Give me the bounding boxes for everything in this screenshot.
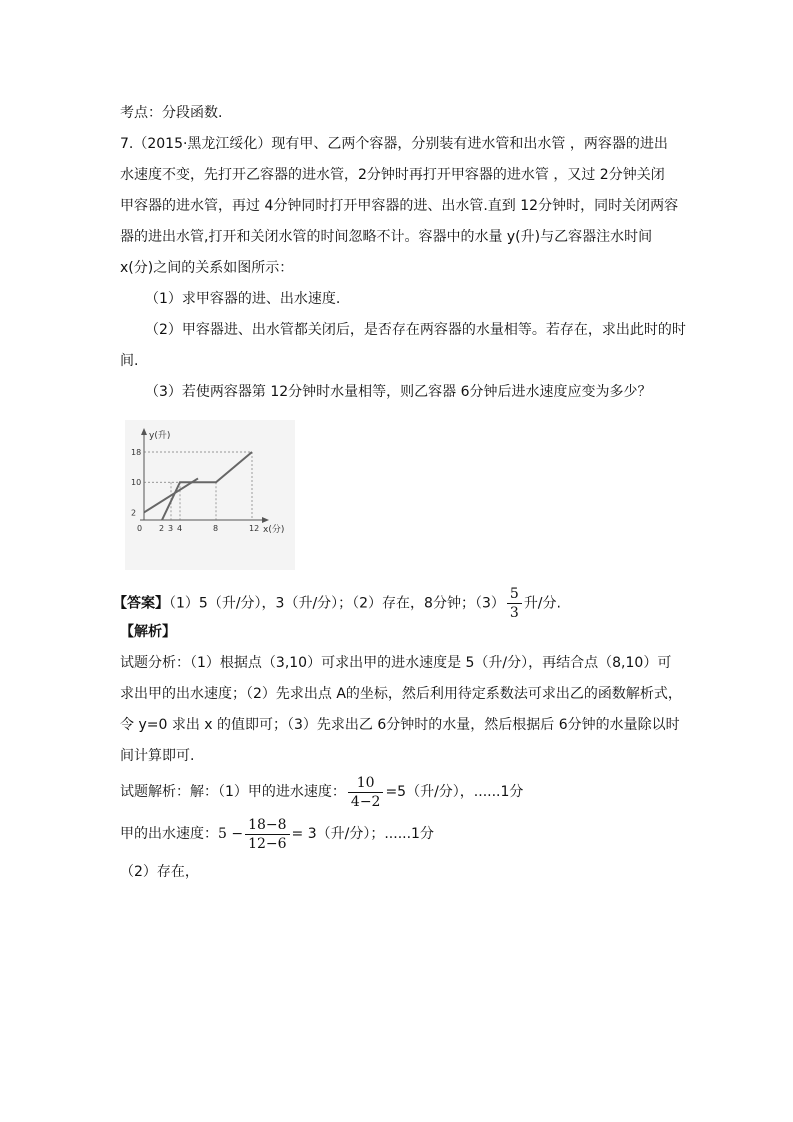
- problem-line-3: 甲容器的进水管，再过 4分钟同时打开甲容器的进、出水管.直到 12分钟时，同时关闭两容: [120, 198, 679, 214]
- solution-fraction-1: $\frac{10}{4-2}$: [348, 774, 384, 811]
- y-tick-label: 18: [131, 448, 142, 457]
- question-2: （2）甲容器进、出水管都关闭后，是否存在两容器的水量相等。若存在，求出此时的时: [145, 322, 686, 338]
- problem-line-1: 7.（2015·黑龙江绥化）现有甲、乙两个容器，分别装有进水管和出水管 ，两容器的进出: [120, 136, 668, 152]
- analysis-line-2: 求出甲的出水速度；（2）先求出点 A的坐标，然后利用待定系数法可求出乙的函数解析式，: [120, 686, 682, 702]
- x-tick-label: 4: [177, 524, 183, 533]
- solution-text: 试题解析：解：（1）甲的进水速度：: [120, 784, 346, 800]
- solution-result: =5（升/分），......1分: [385, 784, 524, 800]
- question-1: （1）求甲容器的进、出水速度.: [145, 291, 341, 307]
- solution-fraction-2: $\frac{18-8}{12-6}$: [245, 816, 289, 853]
- solution-line-1: [120, 772, 523, 812]
- problem-line-2: 水速度不变，先打开乙容器的进水管，2分钟时再打开甲容器的进水管 ，又过 2分钟关闭: [120, 167, 665, 183]
- answer-unit: 升/分.: [523, 595, 561, 612]
- x-tick-label: 12: [249, 524, 260, 533]
- analysis-line-4: 间计算即可.: [120, 748, 195, 764]
- answer-label: 【答案】: [113, 595, 169, 612]
- question-3: （3）若使两容器第 12分钟时水量相等，则乙容器 6分钟后进水速度应变为多少？: [145, 384, 652, 400]
- x-tick-label: 8: [213, 524, 219, 533]
- y-axis-label: y(升): [149, 431, 171, 441]
- x-tick-label: 0: [137, 524, 143, 533]
- x-axis-label: x(分): [263, 525, 285, 535]
- y-tick-label: 2: [131, 508, 137, 518]
- solution-line-2: [120, 814, 434, 854]
- analysis-line-3: 令 y=0 求出 x 的值即可；（3）先求出乙 6分钟时的水量，然后根据后 6分钟的水量除以时: [120, 717, 680, 733]
- problem-line-5: x(分)之间的关系如图所示：: [120, 260, 294, 276]
- x-tick-label: 2: [159, 524, 165, 533]
- solution-text: 甲的出水速度：: [120, 826, 218, 842]
- y-tick-label: 10: [131, 478, 142, 488]
- analysis-label: 【解析】: [120, 624, 176, 640]
- x-tick-label: 3: [168, 524, 174, 533]
- graph: [125, 420, 295, 570]
- analysis-line-1: 试题分析：（1）根据点（3,10）可求出甲的进水速度是 5（升/分），再结合点（8,10）可: [120, 655, 672, 671]
- answer-line: [113, 585, 561, 622]
- solution-lead: 5 −: [218, 826, 244, 842]
- answer-fraction: $\frac{5}{3}$: [507, 585, 522, 622]
- question-2-cont: 间.: [120, 353, 139, 369]
- solution-result: = 3（升/分）；......1分: [291, 826, 434, 842]
- solution-line-3: （2）存在，: [120, 864, 199, 880]
- problem-line-4: 器的进出水管,打开和关闭水管的时间忽略不计。容器中的水量 y(升)与乙容器注水时间: [120, 229, 653, 245]
- topic-line: 考点：分段函数.: [120, 105, 223, 121]
- answer-text: （1）5（升/分），3（升/分）；（2）存在，8分钟；（3）: [169, 595, 505, 612]
